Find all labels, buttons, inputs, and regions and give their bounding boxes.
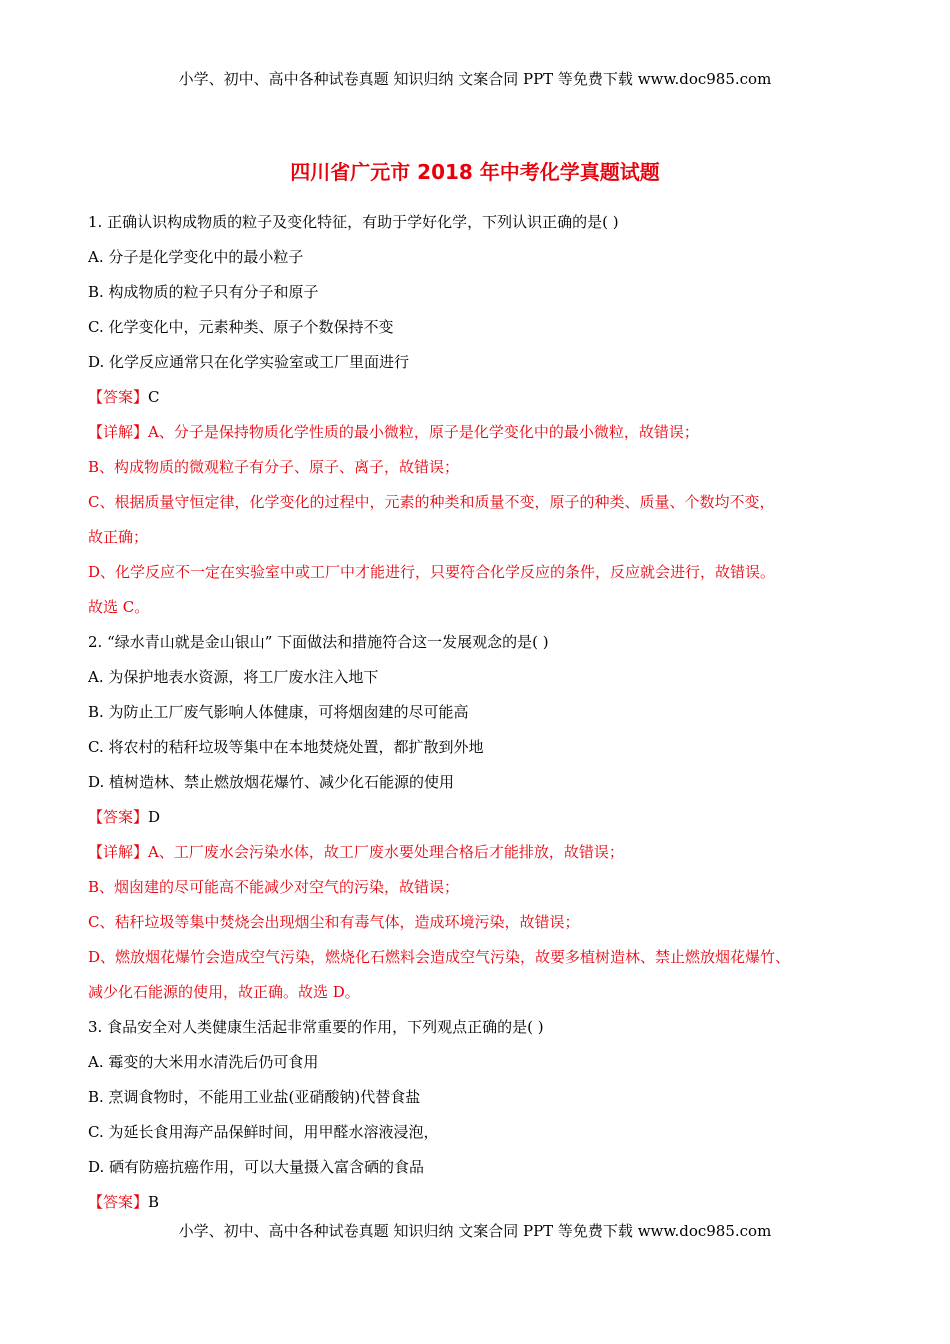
line-text: C. 化学变化中，元素种类、原子个数保持不变 <box>88 318 394 336</box>
line-text: B. 构成物质的粒子只有分子和原子 <box>88 283 319 301</box>
explanation-line <box>88 940 878 975</box>
question-line <box>88 1150 878 1185</box>
question-line <box>88 1010 878 1045</box>
explanation-line <box>88 520 878 555</box>
line-text: A、工厂废水会污染水体，故工厂废水要处理合格后才能排放，故错误； <box>148 843 624 861</box>
line-text: A、分子是保持物质化学性质的最小微粒，原子是化学变化中的最小微粒，故错误； <box>148 423 699 441</box>
line-text: A. 为保护地表水资源，将工厂废水注入地下 <box>88 668 379 686</box>
explanation-line <box>88 555 878 590</box>
line-text: 1. 正确认识构成物质的粒子及变化特征，有助于学好化学，下列认识正确的是( ) <box>88 213 619 231</box>
explanation-tag: 【详解】 <box>88 843 149 861</box>
line-text: C. 将农村的秸秆垃圾等集中在本地焚烧处置，都扩散到外地 <box>88 738 484 756</box>
line-text: C <box>148 388 160 406</box>
question-line <box>88 240 878 275</box>
line-text: A. 霉变的大米用水清洗后仍可食用 <box>88 1053 319 1071</box>
line-text: D. 植树造林、禁止燃放烟花爆竹、减少化石能源的使用 <box>88 773 455 791</box>
line-text: D <box>148 808 161 826</box>
document-title: 四川省广元市 2018 年中考化学真题试题 <box>290 160 660 184</box>
line-text: C. 为延长食用海产品保鲜时间，用甲醛水溶液浸泡， <box>88 1123 439 1141</box>
explanation-line <box>88 590 878 625</box>
answer-line <box>88 800 878 835</box>
answer-tag: 【答案】 <box>88 1193 149 1211</box>
line-text: 故选 C。 <box>88 598 150 616</box>
question-line <box>88 695 878 730</box>
line-text: B、烟囱建的尽可能高不能减少对空气的污染，故错误； <box>88 878 460 896</box>
explanation-line <box>88 835 878 870</box>
line-text: 2. “绿水青山就是金山银山” 下面做法和措施符合这一发展观念的是( ) <box>88 633 549 651</box>
answer-line <box>88 380 878 415</box>
answer-tag: 【答案】 <box>88 808 149 826</box>
answer-line <box>88 1185 878 1220</box>
explanation-line <box>88 415 878 450</box>
line-text: B、构成物质的微观粒子有分子、原子、离子，故错误； <box>88 458 460 476</box>
page-header: 小学、初中、高中各种试卷真题 知识归纳 文案合同 PPT 等免费下载 www.doc985.com <box>178 70 772 88</box>
line-text: B <box>148 1193 160 1211</box>
line-text: D. 硒有防癌抗癌作用，可以大量摄入富含硒的食品 <box>88 1158 425 1176</box>
page-footer: 小学、初中、高中各种试卷真题 知识归纳 文案合同 PPT 等免费下载 www.doc985.com <box>178 1222 772 1240</box>
line-text: D. 化学反应通常只在化学实验室或工厂里面进行 <box>88 353 410 371</box>
explanation-tag: 【详解】 <box>88 423 149 441</box>
line-text: C、根据质量守恒定律，化学变化的过程中，元素的种类和质量不变，原子的种类、质量、个数均不变， <box>88 493 775 511</box>
question-line <box>88 1115 878 1150</box>
explanation-line <box>88 450 878 485</box>
question-line <box>88 275 878 310</box>
line-text: A. 分子是化学变化中的最小粒子 <box>88 248 304 266</box>
line-text: 减少化石能源的使用，故正确。故选 D。 <box>88 983 360 1001</box>
explanation-line <box>88 975 878 1010</box>
question-line <box>88 765 878 800</box>
line-text: D、化学反应不一定在实验室中或工厂中才能进行，只要符合化学反应的条件，反应就会进行，故错误。 <box>88 563 776 581</box>
question-line <box>88 1045 878 1080</box>
question-line <box>88 625 878 660</box>
line-text: C、秸秆垃圾等集中焚烧会出现烟尘和有毒气体，造成环境污染，故错误； <box>88 913 580 931</box>
question-line <box>88 345 878 380</box>
line-text: D、燃放烟花爆竹会造成空气污染，燃烧化石燃料会造成空气污染，故要多植树造林、禁止燃放烟花爆竹、 <box>88 948 791 966</box>
explanation-line <box>88 870 878 905</box>
line-text: B. 为防止工厂废气影响人体健康，可将烟囱建的尽可能高 <box>88 703 469 721</box>
explanation-line <box>88 905 878 940</box>
answer-tag: 【答案】 <box>88 388 149 406</box>
question-line <box>88 205 878 240</box>
question-line <box>88 310 878 345</box>
line-text: 故正确； <box>88 528 149 546</box>
line-text: B. 烹调食物时，不能用工业盐(亚硝酸钠)代替食盐 <box>88 1088 421 1106</box>
question-line <box>88 730 878 765</box>
line-text: 3. 食品安全对人类健康生活起非常重要的作用，下列观点正确的是( ) <box>88 1018 544 1036</box>
explanation-line <box>88 485 878 520</box>
question-line <box>88 660 878 695</box>
document-body <box>88 205 878 1220</box>
question-line <box>88 1080 878 1115</box>
